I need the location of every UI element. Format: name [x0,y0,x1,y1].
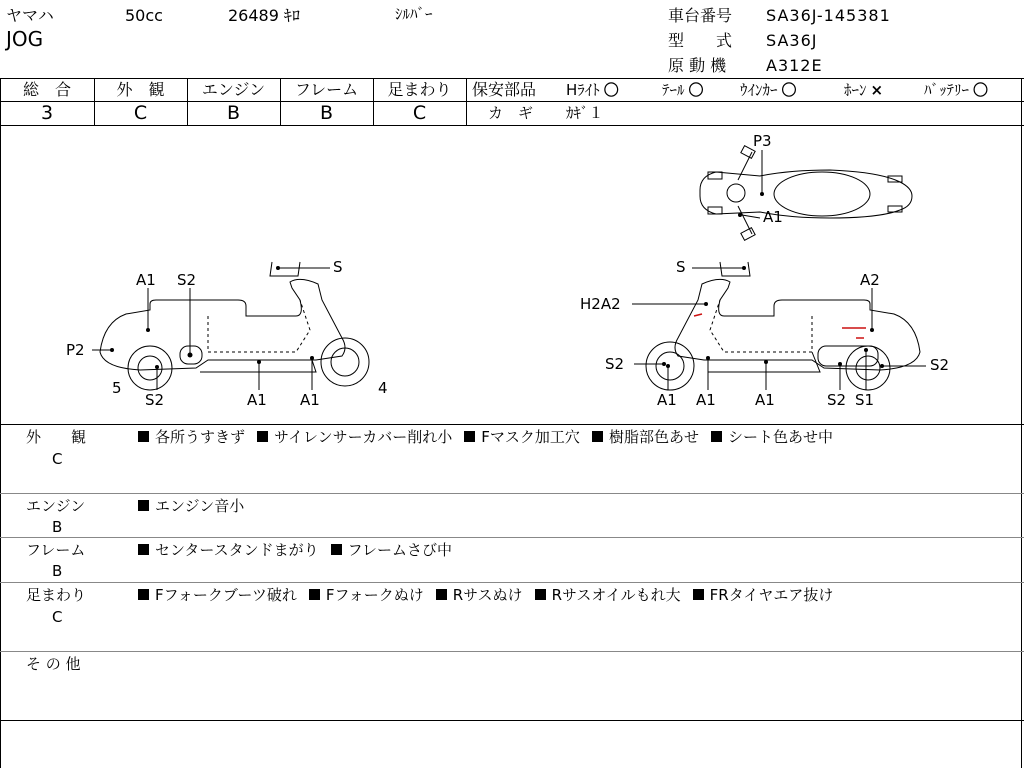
grade-suspension-value: C [412,102,427,124]
engine-value: A312E [766,56,823,75]
remark-frame-items [138,541,464,559]
remark-item: センタースタンドまがり [138,541,319,559]
remark-frame-label: フレーム [26,541,86,559]
remark-item: 各所うすきず [138,428,245,446]
remarks-divider [0,582,1024,583]
remark-suspension-grade: C [52,608,63,626]
key-value: ｶｷﾞ１ [566,104,604,122]
safety-item-name: Hﾗｲﾄ [566,81,600,99]
diagram-label: S2 [605,355,625,373]
model-name: JOG [6,27,44,51]
bullet-square-icon [309,589,320,600]
remark-engine-grade: B [52,518,63,536]
remark-exterior-label: 外 観 [26,428,87,446]
diagram-label: A1 [247,391,267,409]
safety-item-horn [844,81,883,99]
grade-exterior-value: C [133,102,148,124]
remark-item: Rサスぬけ [436,586,523,604]
remark-exterior-items [138,428,845,446]
mileage: 26489 ｷﾛ [228,6,300,25]
diagram-label: S2 [827,391,847,409]
remark-item: 樹脂部色あせ [592,428,699,446]
diagram-label: S2 [145,391,165,409]
damage-diagram [0,126,1021,424]
grade-top-line [0,78,1024,79]
grade-frame-value: B [319,102,334,124]
safety-item-status: 〇 [973,81,989,99]
safety-item-status: 〇 [781,81,797,99]
engine-label: 原 動 機 [668,56,727,75]
bullet-square-icon [535,589,546,600]
frame-no: SA36J-145381 [766,6,891,25]
diagram-label: H2A2 [580,295,621,313]
diagram-label: A1 [696,391,716,409]
top-view-scooter-icon [700,146,912,241]
bullet-square-icon [138,431,149,442]
safety-item-winker [740,81,797,99]
diagram-label: S2 [930,356,950,374]
diagram-label: P3 [753,132,772,150]
diagram-label: P2 [66,341,85,359]
remark-engine-label: エンジン [26,497,86,515]
grade-suspension-label: 足まわり [387,80,452,99]
remark-other-label: そ の 他 [26,655,81,673]
remark-frame-grade: B [52,562,63,580]
remark-item: Fフォークぬけ [309,586,424,604]
type-value: SA36J [766,31,818,50]
grade-exterior-label: 外 観 [116,80,165,99]
safety-item-name: ﾃｰﾙ [662,81,685,99]
grade-overall-label: 総 合 [22,80,71,99]
bullet-square-icon [257,431,268,442]
remarks-bottom-line [0,720,1024,721]
diagram-label: S [333,258,343,276]
bullet-square-icon [436,589,447,600]
bullet-square-icon [592,431,603,442]
bullet-square-icon [711,431,722,442]
diagram-label: S1 [855,391,875,409]
grade-engine-label: エンジン [201,80,266,99]
bullet-square-icon [138,589,149,600]
remark-item: エンジン音小 [138,497,244,515]
remarks-top-line [0,424,1024,425]
diagram-label: 4 [378,379,388,397]
remarks-divider [0,493,1024,494]
type-label: 型 式 [668,31,733,50]
frame-no-label: 車台番号 [668,6,733,25]
safety-item-battery [924,81,988,99]
remark-item: Rサスオイルもれ大 [535,586,681,604]
remark-engine-items [138,497,256,515]
safety-item-tail [662,81,704,99]
remark-item: シート色あせ中 [711,428,833,446]
maker: ヤマハ [6,6,54,25]
diagram-label: S [676,258,686,276]
remark-suspension-label: 足まわり [26,586,87,604]
key-label: カ ギ [488,104,534,122]
diagram-label: A1 [657,391,677,409]
diagram-label: A1 [136,271,156,289]
grade-frame-label: フレーム [294,80,359,99]
grade-divider [466,78,467,125]
safety-item-status: 〇 [603,81,619,99]
grade-engine-value: B [226,102,241,124]
bullet-square-icon [693,589,704,600]
safety-parts-label: 保安部品 [472,80,537,99]
safety-item-status: 〇 [688,81,704,99]
remark-item: サイレンサーカバー削れ小 [257,428,452,446]
color: ｼﾙﾊﾞｰ [395,5,433,23]
diagram-label: A1 [763,208,783,226]
remarks-divider [0,537,1024,538]
diagram-label: A1 [755,391,775,409]
remark-exterior-grade: C [52,450,63,468]
right-border [1021,78,1022,768]
remark-item: Fマスク加工穴 [464,428,580,446]
diagram-label: S2 [177,271,197,289]
safety-item-status: × [870,81,884,99]
bullet-square-icon [331,544,342,555]
remark-item: Fフォークブーツ破れ [138,586,297,604]
bullet-square-icon [138,544,149,555]
safety-item-name: ﾊﾞｯﾃﾘｰ [924,81,970,99]
remark-suspension-items [138,586,845,604]
remark-item: フレームさび中 [331,541,452,559]
bullet-square-icon [138,500,149,511]
safety-item-name: ｳｲﾝｶｰ [740,81,778,99]
diagram-label: 5 [112,379,122,397]
remark-item: FRタイヤエア抜け [693,586,834,604]
remarks-divider [0,651,1024,652]
displacement: 50cc [125,6,163,25]
diagram-label: A2 [860,271,880,289]
grade-overall-value: 3 [40,102,54,124]
safety-item-name: ﾎｰﾝ [844,81,867,99]
bullet-square-icon [464,431,475,442]
diagram-label: A1 [300,391,320,409]
safety-item-headlight [566,81,619,99]
